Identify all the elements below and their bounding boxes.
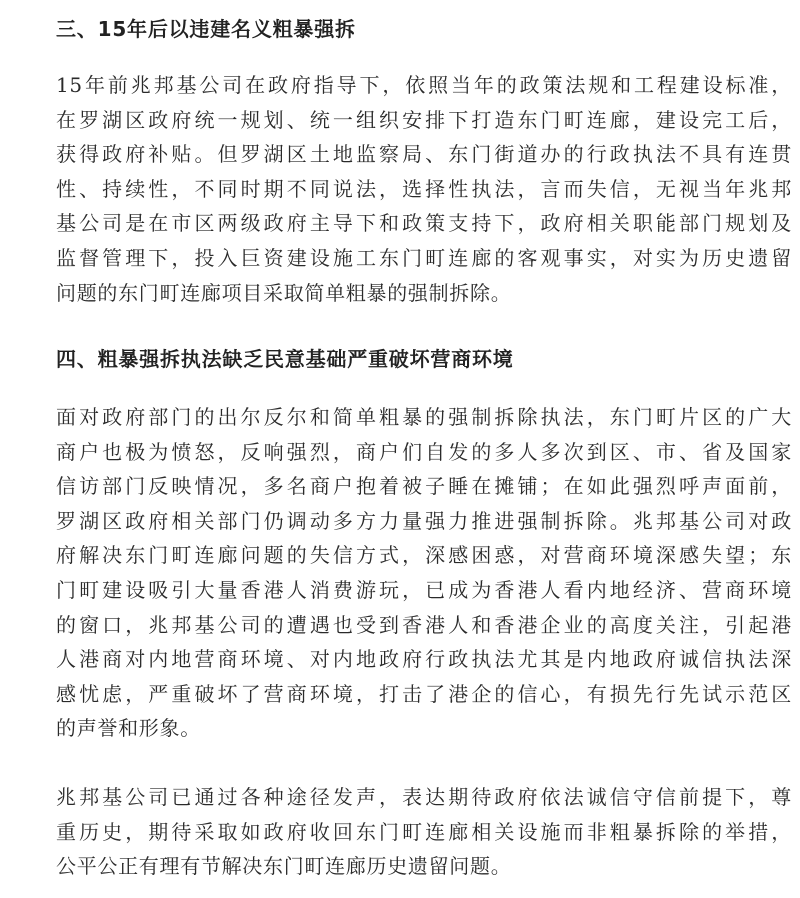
paragraph-line: 性、持续性，不同时期不同说法，选择性执法，言而失信，无视当年兆邦	[56, 176, 792, 201]
paragraph-line: 感忧虑，严重破坏了营商环境，打击了港企的信心，有损先行先试示范区	[56, 681, 792, 706]
paragraph-line: 问题的东门町连廊项目采取简单粗暴的强制拆除。	[56, 280, 512, 305]
paragraph-line: 公平公正有理有节解决东门町连廊历史遗留问题。	[56, 854, 512, 879]
paragraph-line: 的窗口，兆邦基公司的遭遇也受到香港人和香港企业的高度关注，引起港	[56, 612, 792, 637]
paragraph-line: 在罗湖区政府统一规划、统一组织安排下打造东门町连廊，建设完工后，	[56, 107, 792, 132]
paragraph-line: 门町建设吸引大量香港人消费游玩，已成为香港人看内地经济、营商环境	[56, 577, 792, 602]
paragraph-line: 的声誉和形象。	[56, 716, 201, 741]
section-4-heading: 四、粗暴强拆执法缺乏民意基础严重破坏营商环境	[56, 347, 514, 371]
paragraph-line: 人港商对内地营商环境、对内地政府行政执法尤其是内地政府诚信执法深	[56, 647, 792, 672]
paragraph-line: 监督管理下，投入巨资建设施工东门町连廊的客观事实，对实为历史遗留	[56, 245, 792, 270]
paragraph-line: 重历史，期待采取如政府收回东门町连廊相关设施而非粗暴拆除的举措，	[56, 819, 792, 844]
paragraph-line: 府解决东门町连廊问题的失信方式，深感困惑，对营商环境深感失望；东	[56, 543, 792, 568]
paragraph-line: 基公司是在市区两级政府主导下和政策支持下，政府相关职能部门规划及	[56, 211, 792, 236]
section-4-paragraph-2	[56, 780, 792, 884]
paragraph-line: 信访部门反映情况，多名商户抱着被子睡在摊铺；在如此强烈呼声面前，	[56, 474, 792, 499]
paragraph-line: 罗湖区政府相关部门仍调动多方力量强力推进强制拆除。兆邦基公司对政	[56, 508, 792, 533]
paragraph-line: 获得政府补贴。但罗湖区土地监察局、东门街道办的行政执法不具有连贯	[56, 142, 792, 167]
paragraph-line: 兆邦基公司已通过各种途径发声，表达期待政府依法诚信守信前提下，尊	[56, 785, 792, 809]
paragraph-line: 15年前兆邦基公司在政府指导下，依照当年的政策法规和工程建设标准，	[56, 73, 792, 97]
paragraph-line: 商户也极为愤怒，反响强烈，商户们自发的多人多次到区、市、省及国家	[56, 439, 792, 464]
section-4-paragraph-1	[56, 400, 792, 746]
section-3-paragraph	[56, 68, 792, 310]
section-3-heading: 三、15年后以违建名义粗暴强拆	[56, 17, 356, 41]
paragraph-line: 面对政府部门的出尔反尔和简单粗暴的强制拆除执法，东门町片区的广大	[56, 405, 792, 429]
